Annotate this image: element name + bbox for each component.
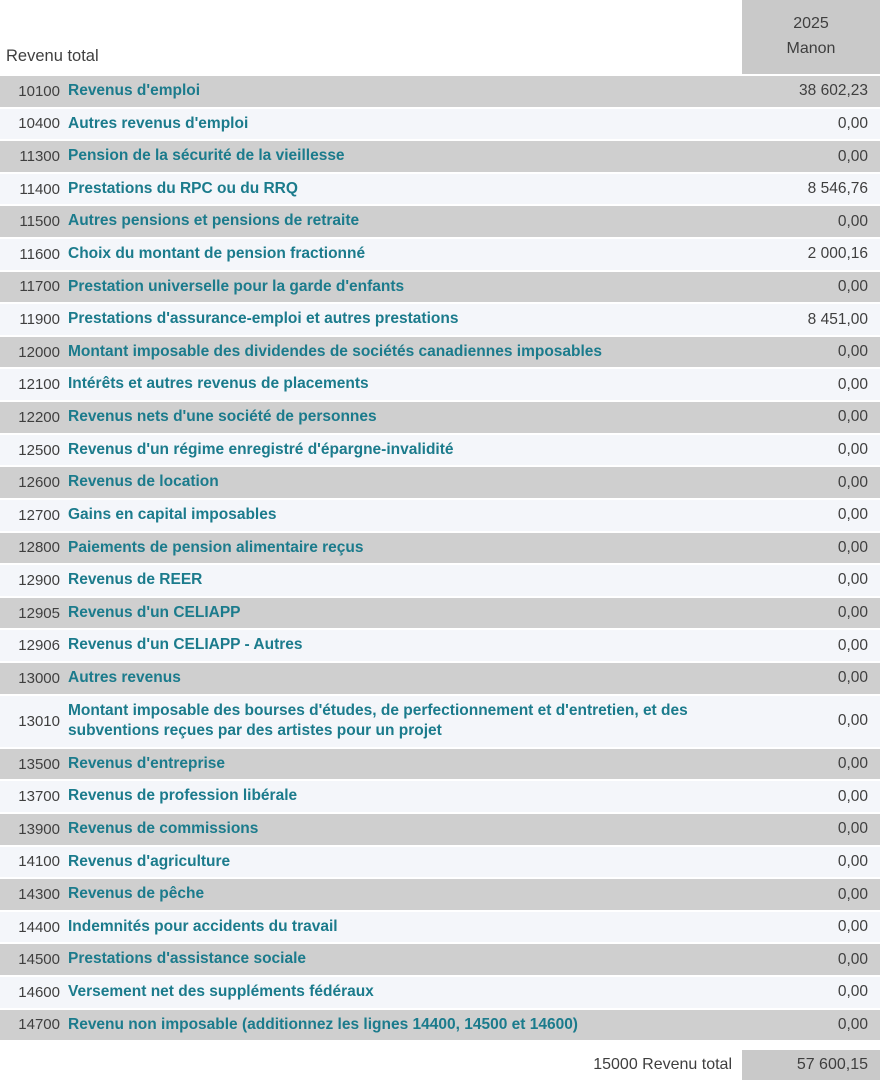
row-line-code: 13900 (18, 820, 60, 838)
row-amount: 0,00 (837, 885, 868, 903)
table-row[interactable] (0, 1010, 880, 1043)
row-line-code: 13000 (18, 669, 60, 687)
table-row[interactable] (0, 141, 880, 174)
row-amount: 2 000,16 (807, 245, 868, 263)
row-amount: 0,00 (837, 538, 868, 556)
column-header-name: Manon (786, 40, 836, 57)
table-row[interactable] (0, 565, 880, 598)
row-line-code: 12600 (18, 474, 60, 492)
row-line-code: 14400 (18, 918, 60, 936)
row-label: Revenu non imposable (additionnez les lignes 14400, 14500 et 14600) (68, 1015, 578, 1033)
row-label: Revenus nets d'une société de personnes (68, 408, 377, 426)
row-label: Montant imposable des dividendes de sociétés canadiennes imposables (68, 342, 603, 360)
row-label: Indemnités pour accidents du travail (68, 917, 338, 935)
row-amount: 0,00 (837, 712, 868, 730)
row-amount: 0,00 (837, 506, 868, 524)
row-line-code: 10100 (18, 82, 60, 100)
table-row[interactable] (0, 272, 880, 305)
table-row[interactable] (0, 109, 880, 142)
row-amount: 0,00 (837, 408, 868, 426)
row-label: Revenus d'entreprise (68, 754, 226, 772)
row-amount: 38 602,23 (799, 82, 868, 100)
table-row[interactable] (0, 435, 880, 468)
table-row[interactable] (0, 977, 880, 1010)
row-amount: 0,00 (837, 983, 868, 1001)
row-line-code: 11600 (19, 245, 60, 263)
row-line-code: 13700 (18, 788, 60, 806)
row-line-code: 10400 (18, 115, 60, 133)
total-row (0, 1050, 880, 1080)
table-row[interactable] (0, 337, 880, 370)
row-amount: 0,00 (837, 918, 868, 936)
row-label: Prestations d'assurance-emploi et autres prestations (68, 310, 459, 328)
total-label: 15000 Revenu total (593, 1056, 732, 1074)
row-line-code: 11900 (19, 311, 60, 329)
row-line-code: 11300 (19, 148, 60, 166)
table-row[interactable] (0, 912, 880, 945)
table-row[interactable] (0, 944, 880, 977)
table-header (0, 0, 880, 74)
row-line-code: 14600 (18, 983, 60, 1001)
row-amount: 8 451,00 (807, 310, 868, 328)
table-row[interactable] (0, 402, 880, 435)
row-amount: 0,00 (837, 147, 868, 165)
table-row[interactable] (0, 879, 880, 912)
row-line-code: 12900 (18, 571, 60, 589)
table-row[interactable] (0, 781, 880, 814)
column-header-taxpayer (742, 0, 880, 74)
row-line-code: 12100 (18, 376, 60, 394)
row-amount: 0,00 (837, 1015, 868, 1033)
row-label: Revenus de location (68, 473, 219, 491)
row-label: Revenus de commissions (68, 820, 259, 838)
table-row[interactable] (0, 749, 880, 782)
row-line-code: 11700 (19, 278, 60, 296)
row-amount: 0,00 (837, 669, 868, 687)
row-amount: 0,00 (837, 212, 868, 230)
row-line-code: 12905 (18, 604, 60, 622)
row-label: Revenus d'un régime enregistré d'épargne-invalidité (68, 440, 454, 458)
row-line-code: 12500 (18, 441, 60, 459)
row-label: Intérêts et autres revenus de placements (68, 375, 369, 393)
row-amount: 0,00 (837, 114, 868, 132)
row-label: Autres pensions et pensions de retraite (68, 212, 360, 230)
table-row[interactable] (0, 174, 880, 207)
row-amount: 0,00 (837, 343, 868, 361)
row-label: Autres revenus (68, 668, 181, 686)
row-label: Montant imposable des bourses d'études, de perfectionnement et d'entretien, et des subventions reçues par des artistes pour un projet (68, 701, 688, 740)
row-amount: 0,00 (837, 277, 868, 295)
row-amount: 0,00 (837, 604, 868, 622)
table-row[interactable] (0, 239, 880, 272)
row-amount: 0,00 (837, 852, 868, 870)
row-label: Versement net des suppléments fédéraux (68, 983, 374, 1001)
row-amount: 0,00 (837, 473, 868, 491)
row-amount: 0,00 (837, 820, 868, 838)
row-amount: 0,00 (837, 755, 868, 773)
table-row[interactable] (0, 598, 880, 631)
row-label: Autres revenus d'emploi (68, 114, 249, 132)
total-amount: 57 600,15 (742, 1050, 880, 1080)
row-label: Revenus d'un CELIAPP - Autres (68, 636, 303, 654)
row-label: Prestations d'assistance sociale (68, 950, 307, 968)
table-row[interactable] (0, 696, 880, 749)
row-label: Paiements de pension alimentaire reçus (68, 538, 364, 556)
row-label: Prestations du RPC ou du RRQ (68, 179, 298, 197)
table-row[interactable] (0, 467, 880, 500)
row-line-code: 12200 (18, 408, 60, 426)
row-label: Revenus de REER (68, 571, 203, 589)
row-label: Revenus d'un CELIAPP (68, 603, 241, 621)
income-rows (0, 74, 880, 1042)
row-label: Revenus de profession libérale (68, 787, 298, 805)
table-row[interactable] (0, 847, 880, 880)
table-row[interactable] (0, 533, 880, 566)
row-line-code: 13010 (18, 712, 60, 730)
row-amount: 0,00 (837, 375, 868, 393)
row-line-code: 12906 (18, 637, 60, 655)
row-line-code: 14500 (18, 951, 60, 969)
row-amount: 0,00 (837, 441, 868, 458)
row-label: Choix du montant de pension fractionné (68, 245, 366, 263)
row-line-code: 12800 (18, 539, 60, 557)
row-line-code: 12000 (18, 343, 60, 361)
table-row[interactable] (0, 369, 880, 402)
row-amount: 0,00 (837, 571, 868, 589)
row-line-code: 14300 (18, 886, 60, 904)
row-line-code: 11400 (19, 180, 60, 198)
row-label: Revenus d'emploi (68, 82, 201, 99)
row-line-code: 11500 (19, 213, 60, 231)
table-row[interactable] (0, 76, 880, 109)
row-amount: 0,00 (837, 950, 868, 968)
row-label: Revenus de pêche (68, 885, 205, 903)
row-label: Gains en capital imposables (68, 505, 277, 523)
column-header-year: 2025 (793, 15, 829, 33)
row-amount: 8 546,76 (807, 180, 868, 198)
table-row[interactable] (0, 304, 880, 337)
table-row[interactable] (0, 500, 880, 533)
section-title: Revenu total (6, 47, 99, 65)
row-line-code: 14100 (18, 853, 60, 871)
table-row[interactable] (0, 630, 880, 663)
row-label: Pension de la sécurité de la vieillesse (68, 147, 345, 165)
row-line-code: 12700 (18, 506, 60, 524)
table-row[interactable] (0, 814, 880, 847)
row-amount: 0,00 (837, 787, 868, 805)
row-label: Prestation universelle pour la garde d'enfants (68, 277, 405, 295)
row-line-code: 14700 (18, 1016, 60, 1034)
table-row[interactable] (0, 663, 880, 696)
row-amount: 0,00 (837, 636, 868, 654)
table-row[interactable] (0, 206, 880, 239)
row-label: Revenus d'agriculture (68, 852, 231, 870)
row-line-code: 13500 (18, 755, 60, 773)
